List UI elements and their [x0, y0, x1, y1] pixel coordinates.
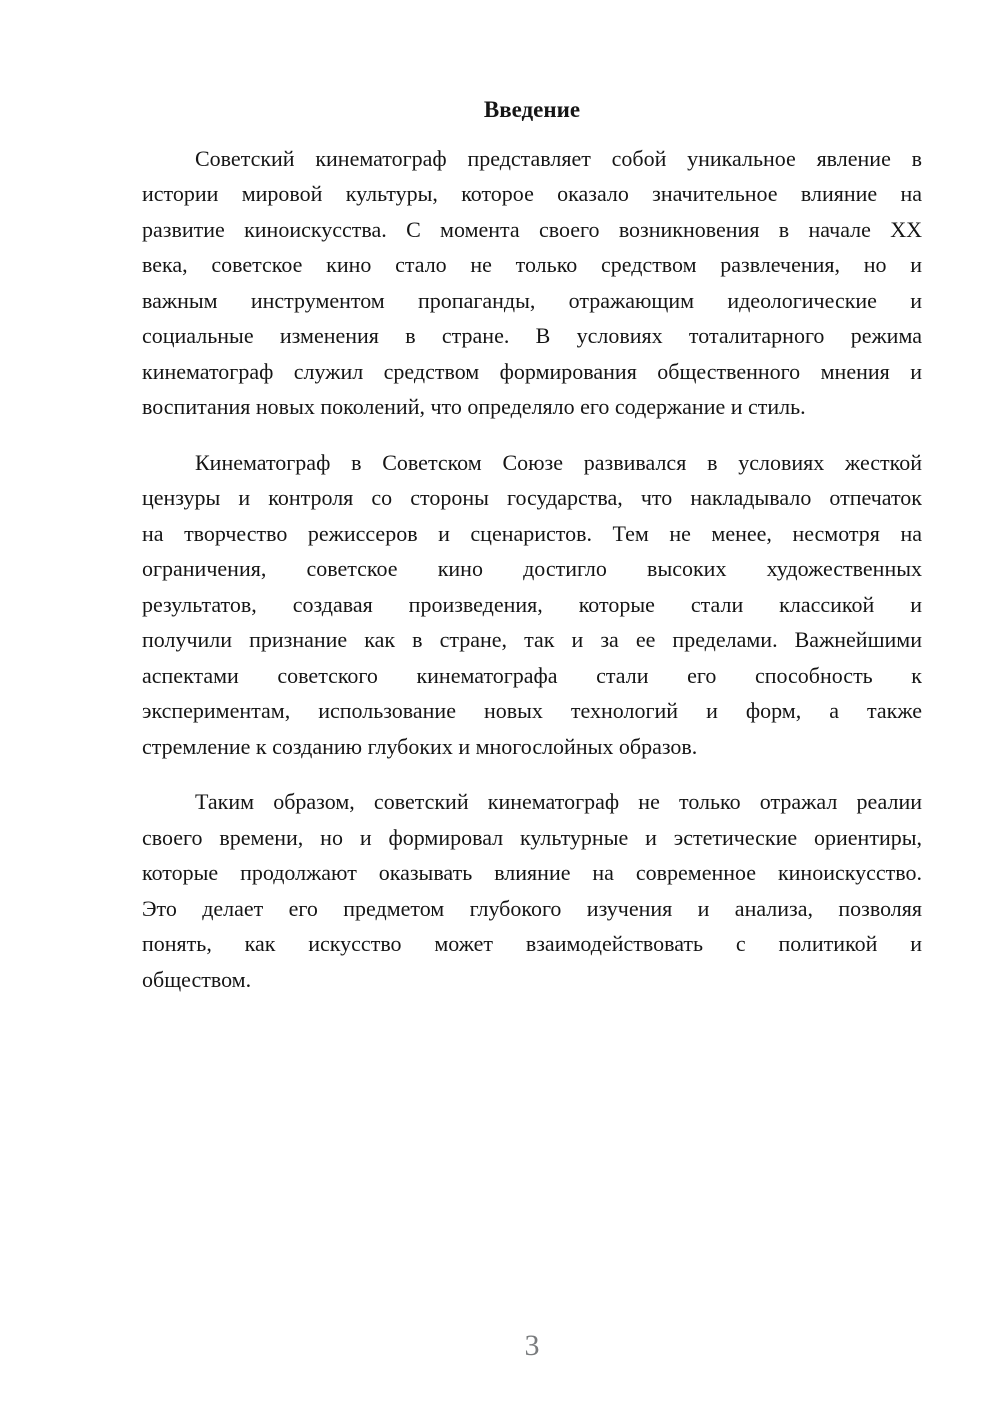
paragraph	[142, 445, 922, 765]
text-line: развитие киноискусства. С момента своего возникновения в начале XX	[142, 216, 922, 242]
text-line: века, советское кино стало не только средством развлечения, но и	[142, 252, 922, 277]
text-line: кинематограф служил средством формирования общественного мнения и	[142, 358, 922, 384]
text-line: Это делает его предметом глубокого изучения и анализа, позволяя	[142, 895, 922, 921]
text-line: своего времени, но и формировал культурные и эстетические ориентиры,	[142, 824, 922, 850]
paragraph	[142, 784, 922, 997]
text-line: социальные изменения в стране. В условиях тоталитарного режима	[142, 323, 922, 348]
text-line: цензуры и контроля со стороны государства, что накладывало отпечаток	[142, 485, 922, 510]
text-line: воспитания новых поколений, что определяло его содержание и стиль.	[142, 394, 806, 419]
text-line: понять, как искусство может взаимодействовать с политикой и	[142, 931, 922, 956]
text-line: которые продолжают оказывать влияние на современное киноискусство.	[142, 860, 922, 885]
page-number: 3	[524, 1329, 540, 1362]
text-line: важным инструментом пропаганды, отражающим идеологические и	[142, 287, 922, 313]
text-line: обществом.	[142, 966, 252, 992]
document-title: Введение	[483, 97, 581, 122]
text-line: истории мировой культуры, которое оказало значительное влияние на	[142, 181, 922, 206]
text-line: аспектами советского кинематографа стали его способность к	[142, 662, 922, 688]
text-line: экспериментам, использование новых технологий и форм, а также	[142, 698, 922, 723]
text-line: результатов, создавая произведения, которые стали классикой и	[142, 591, 922, 617]
text-line: стремление к созданию глубоких и многослойных образов.	[142, 733, 698, 759]
text-line: Таким образом, советский кинематограф не только отражал реалии	[195, 789, 922, 814]
text-line: Советский кинематограф представляет собой уникальное явление в	[195, 145, 922, 171]
document-body	[142, 141, 922, 998]
text-line: Кинематограф в Советском Союзе развивался в условиях жесткой	[195, 449, 922, 475]
document-content	[142, 92, 922, 997]
text-line: ограничения, советское кино достигло высоких художественных	[142, 556, 922, 581]
paragraph	[142, 141, 922, 425]
text-line: на творчество режиссеров и сценаристов. Тем не менее, несмотря на	[142, 520, 922, 546]
text-line: получили признание как в стране, так и за ее пределами. Важнейшими	[142, 627, 922, 652]
